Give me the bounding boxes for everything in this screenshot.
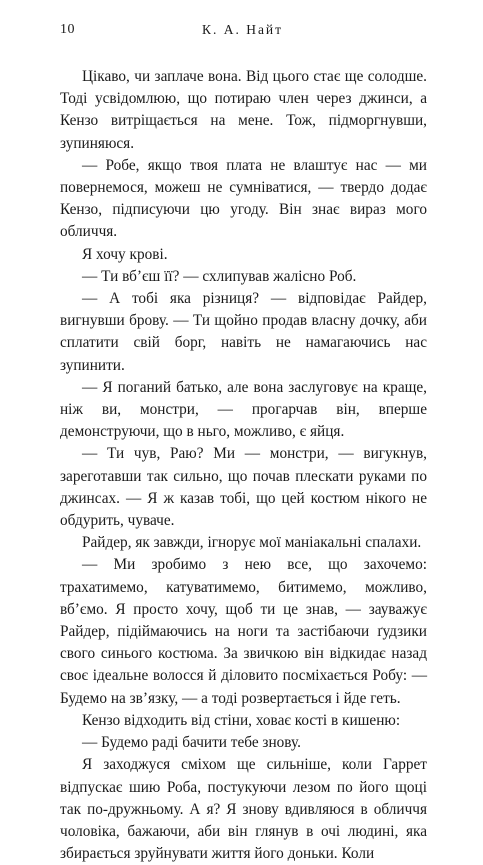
paragraph: — А тобі яка різниця? — відповідає Райдер, вигнувши брову. — Ти щойно продав власну дочку, аби сплатити свій борг, навіть не намагаючись нас зупинити. (60, 290, 427, 374)
page-number: 10 (60, 22, 75, 37)
paragraph: — Я поганий батько, але вона заслуговує на краще, ніж ви, монстри, — прогарчав він, вперше демонструючи, що в ньго, можливо, є яйця. (60, 378, 427, 441)
body-text (60, 66, 427, 865)
paragraph: Цікаво, чи заплаче вона. Від цього стає ще солодше. Тоді усвідомлюю, що потираю член через джинси, а Кензо витріщається на мене. Тож, підморгнувши, зупиняюся. (60, 68, 427, 152)
paragraph: Я заходжуся сміхом ще сильніше, коли Гаррет відпускає шию Роба, постукуючи лезом по його щоці так по-дружньому. А я? Я знову вдивляюся в обличчя чоловіка, бажаючи, аби він глянув в очі людині, яка збирається зруйнувати життя його доньки. Коли (60, 756, 427, 863)
paragraph: Райдер, як завжди, ігнорує мої маніакальні спалахи. (82, 534, 422, 552)
paragraph: — Робе, якщо твоя плата не влаштує нас — ми повернемося, можеш не сумніватися, — твердо додає Кензо, підписуючи цю угоду. Він знає вираз мого обличчя. (60, 156, 427, 241)
paragraph: — Ти вб’єш її? — схлипував жалісно Роб. (82, 267, 357, 285)
page-header (60, 22, 425, 40)
paragraph: Кензо відходить від стіни, ховає кості в кишеню: (82, 711, 401, 729)
paragraph: — Ти чув, Раю? Ми — монстри, — вигукнув, зареготавши так сильно, що почав плескати руками по джинсах. — Я ж казав тобі, що цей костюм нікого не обдурить, чуваче. (60, 445, 427, 530)
paragraph: — Будемо раді бачити тебе знову. (82, 734, 301, 752)
running-head: К. А. Найт (201, 22, 284, 37)
paragraph: — Ми зробимо з нею все, що захочемо: трахатимемо, катуватимемо, битимемо, можливо, вб’ємо. Я просто хочу, щоб ти це знав, — зауважує Райдер, підіймаючись на ноги та застібаючи ґудзики свого синього костюма. За звичкою він відкидає назад своє ідеальне волосся й діловито посміхається Робу: — Будемо на зв’язку, — а тоді розвертається і йде геть. (60, 556, 427, 707)
paragraph: Я хочу крові. (82, 245, 168, 263)
